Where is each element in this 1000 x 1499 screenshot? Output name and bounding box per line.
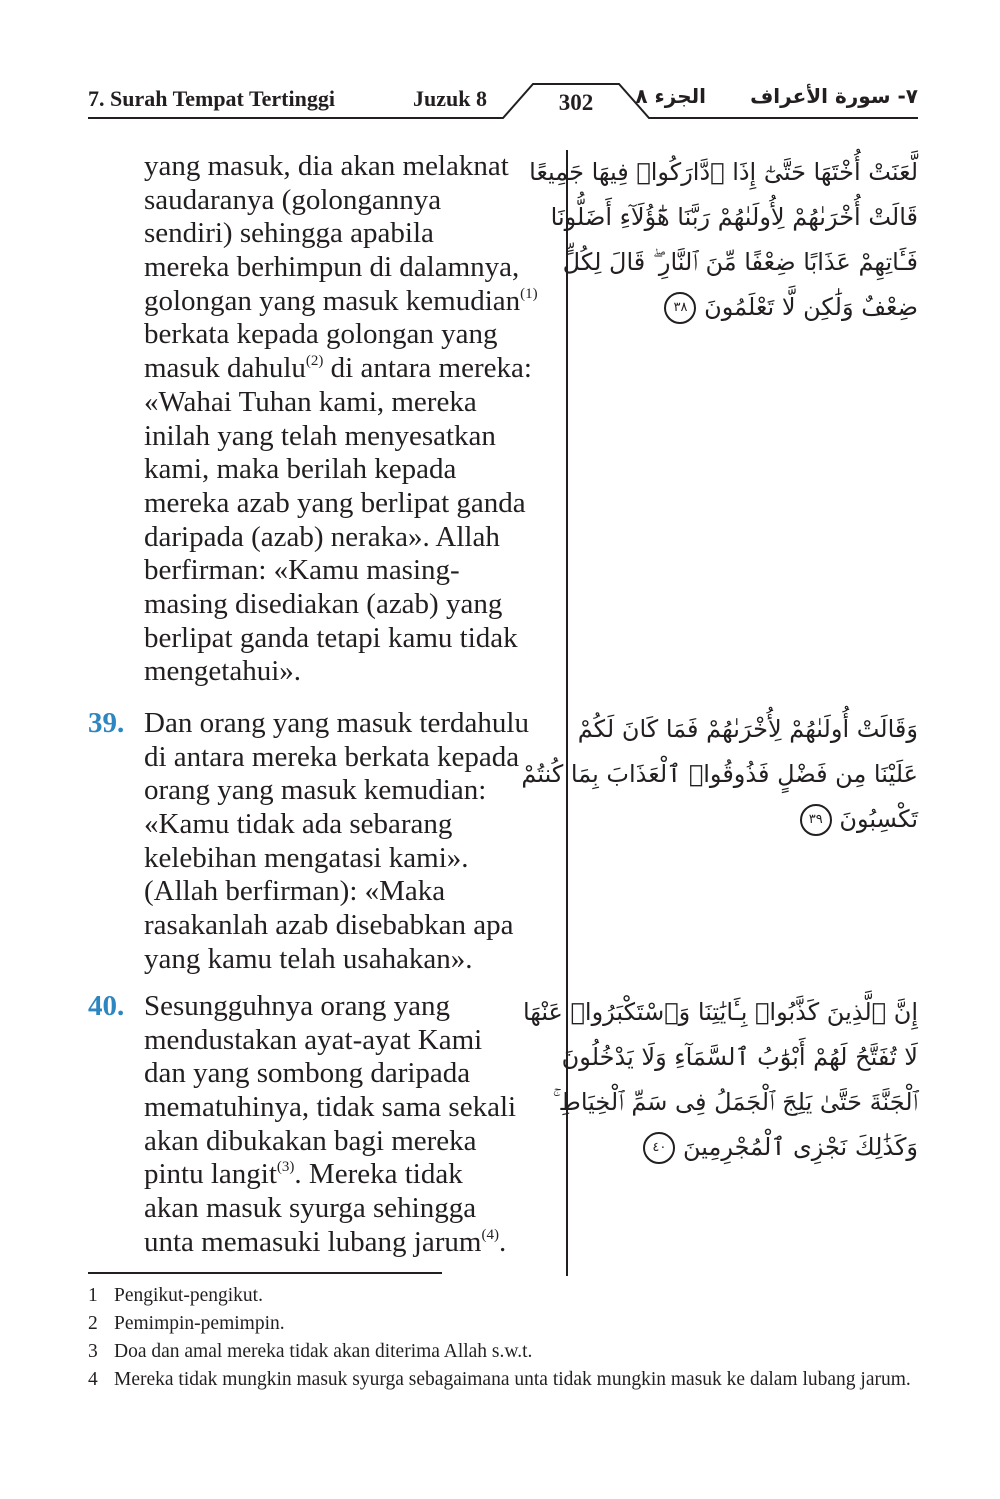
text-line: akan dibukakan bagi mereka bbox=[144, 1124, 477, 1157]
arabic-line: ٱلْجَنَّةَ حَتَّىٰ يَلِجَ ٱلْجَمَلُ فِى سَمِّ ٱلْخِيَاطِ ۚ bbox=[552, 1088, 918, 1116]
text-line: Sesungguhnya orang yang bbox=[144, 990, 451, 1022]
text-line: yang kamu telah usahakan». bbox=[144, 942, 473, 975]
footnote-text: Pengikut-pengikut. bbox=[114, 1285, 263, 1306]
footnote-text: Doa dan amal mereka tidak akan diterima Allah s.w.t. bbox=[114, 1341, 533, 1362]
verse-end-marker: ٤٠ bbox=[643, 1132, 675, 1164]
text-segment: masuk dahulu bbox=[144, 352, 306, 385]
text-line: rasakanlah azab disebabkan apa bbox=[144, 909, 514, 942]
text-segment: pintu langit bbox=[144, 1158, 277, 1191]
footnote-text: Pemimpin-pemimpin. bbox=[114, 1313, 285, 1334]
text-line: «Wahai Tuhan kami, mereka bbox=[144, 385, 477, 418]
footnote-ref: (3) bbox=[276, 1159, 295, 1176]
text-line: akan masuk syurga sehingga bbox=[144, 1192, 477, 1225]
text-line bbox=[144, 1158, 516, 1192]
arabic-verse-39 bbox=[521, 707, 918, 842]
footnote-number: 4 bbox=[88, 1369, 98, 1390]
verse-end-marker: ٣٩ bbox=[800, 804, 832, 836]
text-line: kami, maka berilah kepada bbox=[144, 453, 457, 486]
footnote-rule bbox=[88, 1272, 442, 1274]
arabic-text: وَكَذَٰلِكَ نَجْزِى ٱلْمُجْرِمِينَ bbox=[683, 1133, 918, 1161]
text-line: berlipat ganda tetapi kamu tidak bbox=[144, 621, 518, 654]
page-number: 302 bbox=[558, 90, 594, 115]
arabic-line: لَا تُفَتَّحُ لَهُمْ أَبْوَٰبُ ٱلسَّمَآءِ وَلَا يَدْخُلُونَ bbox=[561, 1043, 918, 1071]
arabic-line bbox=[600, 285, 918, 330]
text-line: mereka azab yang berlipat ganda bbox=[144, 486, 526, 519]
text-line: di antara mereka berkata kepada bbox=[144, 740, 520, 773]
footnote-ref: (4) bbox=[481, 1226, 499, 1243]
footnote-ref: (1) bbox=[520, 285, 538, 302]
text-line: inilah yang telah menyesatkan bbox=[144, 419, 496, 452]
verse-number: 40. bbox=[88, 990, 125, 1022]
verse-end-marker: ٣٨ bbox=[664, 292, 696, 324]
text-line: (Allah berfirman): «Maka bbox=[144, 875, 446, 908]
text-line: orang yang masuk kemudian: bbox=[144, 774, 487, 807]
verse-number: 39. bbox=[88, 707, 125, 739]
text-line: yang masuk, dia akan melaknat bbox=[144, 150, 509, 182]
text-segment: golongan yang masuk kemudian bbox=[144, 284, 521, 317]
arabic-line: عَلَيْنَا مِن فَضْلٍ فَذُوقُوا۟ ٱلْعَذَابَ بِمَا كُنتُمْ bbox=[521, 760, 918, 788]
arabic-text: ضِعْفٌ وَلَٰكِن لَّا تَعْلَمُونَ bbox=[704, 293, 918, 321]
text-line: kelebihan mengatasi kami». bbox=[144, 841, 469, 874]
text-line bbox=[144, 1226, 516, 1260]
text-line: masing disediakan (azab) yang bbox=[144, 587, 503, 620]
arabic-line bbox=[600, 797, 918, 842]
text-line: sendiri) sehingga apabila bbox=[144, 217, 434, 250]
footnote-text: Mereka tidak mungkin masuk syurga sebagaimana unta tidak mungkin masuk ke dalam lubang jarum. bbox=[114, 1369, 911, 1390]
arabic-text: تَكْسِبُونَ bbox=[839, 805, 918, 833]
text-line: Dan orang yang masuk terdahulu bbox=[144, 707, 529, 739]
text-line: «Kamu tidak ada sebarang bbox=[144, 808, 453, 841]
text-line: mengetahui». bbox=[144, 655, 302, 688]
text-line: saudaranya (golongannya bbox=[144, 183, 442, 216]
arabic-verse-38 bbox=[529, 150, 918, 330]
text-line: mematuhinya, tidak sama sekali bbox=[144, 1091, 517, 1124]
text-line: daripada (azab) neraka». Allah bbox=[144, 520, 500, 553]
surah-title-english: 7. Surah Tempat Tertinggi bbox=[88, 86, 335, 111]
arabic-line: فَـَٔاتِهِمْ عَذَابًا ضِعْفًا مِّنَ ٱلنَّارِ ۖ قَالَ لِكُلٍّ bbox=[562, 248, 918, 276]
footnote-ref: (2) bbox=[305, 353, 324, 370]
arabic-verse-40 bbox=[522, 990, 918, 1170]
arabic-line: قَالَتْ أُخْرَىٰهُمْ لِأُولَىٰهُمْ رَبَّنَا هَٰٓؤُلَآءِ أَضَلُّونَا bbox=[550, 203, 918, 231]
text-segment: unta memasuki lubang jarum bbox=[144, 1225, 482, 1258]
text-line: mereka berhimpun di dalamnya, bbox=[144, 251, 520, 284]
page-header bbox=[88, 78, 918, 124]
text-line: mendustakan ayat-ayat Kami bbox=[144, 1023, 483, 1056]
arabic-line: وَقَالَتْ أُولَىٰهُمْ لِأُخْرَىٰهُمْ فَمَا كَانَ لَكُمْ bbox=[577, 715, 918, 743]
arabic-line bbox=[600, 1125, 918, 1170]
text-segment: . Mereka tidak bbox=[294, 1158, 463, 1191]
text-line: berfirman: «Kamu masing- bbox=[144, 554, 460, 587]
juzuk-label: Juzuk 8 bbox=[413, 86, 487, 111]
footnote-number: 1 bbox=[88, 1285, 98, 1306]
juz-label-arabic: الجزء ٨ bbox=[635, 84, 706, 108]
text-line: dan yang sombong daripada bbox=[144, 1057, 471, 1090]
arabic-line: إِنَّ ٱلَّذِينَ كَذَّبُوا۟ بِـَٔايَٰتِنَا وَٱسْتَكْبَرُوا۟ عَنْهَا bbox=[522, 998, 918, 1026]
text-line bbox=[144, 285, 538, 319]
arabic-line: لَّعَنَتْ أُخْتَهَا حَتَّىٰٓ إِذَا ٱدَّارَكُوا۟ فِيهَا جَمِيعًا bbox=[529, 158, 918, 186]
text-segment: di antara mereka: bbox=[323, 352, 532, 385]
surah-title-arabic: ٧- سورة الأعراف bbox=[750, 84, 918, 108]
text-segment: . bbox=[498, 1225, 507, 1258]
footnote-number: 3 bbox=[88, 1341, 98, 1362]
text-line: berkata kepada golongan yang bbox=[144, 318, 498, 351]
footnote-number: 2 bbox=[88, 1313, 98, 1334]
text-line bbox=[144, 352, 538, 386]
